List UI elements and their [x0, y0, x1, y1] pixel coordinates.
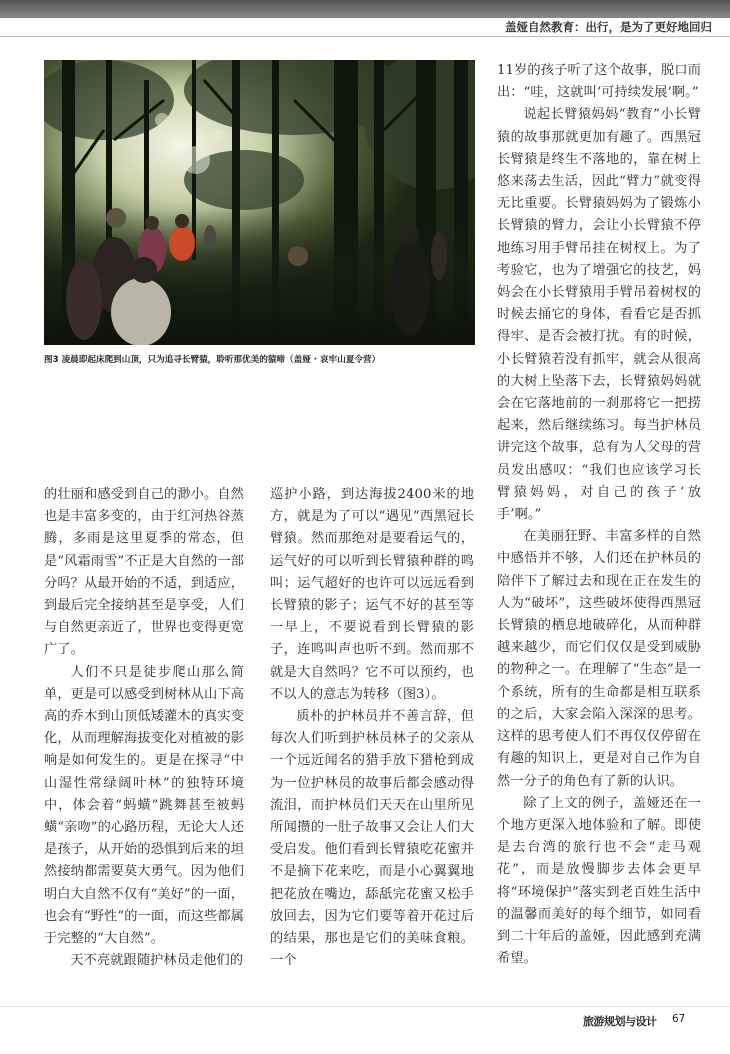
paragraph: 11岁的孩子听了这个故事，脱口而出：“哇，这就叫‘可持续发展’啊。” [497, 63, 701, 101]
magazine-name: 旅游规划与设计 [583, 1015, 657, 1028]
paragraph: 的壮丽和感受到自己的渺小。自然也是丰富多变的，由于红河热谷蒸腾，多雨是这里夏季的常态，但是“风霜雨雪”不正是大自然的一部分吗？从最开始的不适，到适应，到最后完全接纳甚至是享受，人们与自然更亲近了，世界也变得更宽广了。 [44, 487, 244, 658]
text-column-3 [497, 60, 701, 970]
page-number: 67 [672, 1013, 686, 1025]
paragraph: 在美丽狂野、丰富多样的自然中感悟并不够，人们还在护林员的陪伴下了解过去和现在正在发生的人为“破坏”，这些破坏使得西黑冠长臂猿的栖息地破碎化，从而种群越来越少，而它们仅仅是受到威胁的物种之一。在理解了“生态”是一个系统，所有的生命都是相互联系的之后，大家会陷入深深的思考。这样的思考使人们不再仅仅停留在有趣的知识上，更是对自己作为自然一分子的角色有了新的认识。 [497, 529, 701, 789]
paragraph: 天不亮就跟随护林员走他们的 [70, 953, 244, 969]
forest-photo [44, 60, 475, 345]
figure-caption: 图3 凌晨即起床爬到山顶，只为追寻长臂猿，聆听那优美的猿啼（盖娅 · 哀牢山夏令营） [44, 355, 381, 365]
paragraph: 质朴的护林员并不善言辞，但每次人们听到护林员林子的父亲从一个远近闻名的猎手放下猎枪到成为一位护林员的故事后都会感动得流泪，而护林员们天天在山里所见所闻攒的一肚子故事又会让人们大受启发。他们看到长臂猿吃花蜜并不是摘下花来吃，而是小心翼翼地把花放在嘴边，舔舐完花蜜又松手放回去，因为它们要等着开花过后的结果，那也是它们的美味食粮。一个 [270, 709, 474, 969]
paragraph: 除了上文的例子，盖娅还在一个地方更深入地体验和了解。即使是去台湾的旅行也不会“走马观花”，而是放慢脚步去体会更早将“环境保护”落实到老百姓生活中的温馨而美好的每个细节，如同看到二十年后的盖娅，因此感到充满希望。 [497, 795, 701, 967]
paragraph: 人们不只是徒步爬山那么简单，更是可以感受到树林从山下高高的乔木到山顶低矮灌木的真实变化，从而理解海拔变化对植被的影响是如何发生的。更是在探寻“中山湿性常绿阔叶林”的独特环境中，体会着“蚂蟥”跳舞甚至被蚂蟥“亲吻”的心路历程，无论大人还是孩子，从开始的恐惧到后来的坦然接纳都需要莫大勇气。因为他们明白大自然不仅有“美好”的一面，也会有“野性”的一面，而这些都属于完整的“大自然”。 [44, 664, 244, 947]
header-rule [0, 36, 730, 37]
header-band [0, 0, 730, 18]
running-header: 盖娅自然教育：出行，是为了更好地回归 [505, 20, 712, 34]
forest-photo-image [44, 60, 475, 345]
text-column-1 [44, 484, 244, 972]
paragraph: 巡护小路，到达海拔2400米的地方，就是为了可以“遇见”西黑冠长臂猿。然而那绝对是要看运气的，运气好的可以听到长臂猿种群的鸣叫；运气超好的也许可以远远看到长臂猿的影子；运气不好的甚至等一早上，不要说看到长臂猿的影子，连鸣叫声也听不到。然而那不就是大自然吗？它不可以预约，也不以人的意志为转移（图3）。 [270, 487, 474, 702]
footer-rule [0, 1006, 730, 1007]
paragraph: 说起长臂猿妈妈“教育”小长臂猿的故事那就更加有趣了。西黑冠长臂猿是终生不落地的，靠在树上悠来荡去生活，因此“臂力”就变得无比重要。长臂猿妈妈为了锻炼小长臂猿的臂力，会让小长臂猿不停地练习用手臂吊挂在树杈上。为了考验它，也为了增强它的技艺，妈妈会在小长臂猿用手臂吊着树杈的时候去捅它的身体，看看它是否抓得牢、是否会被打扰。有的时候，小长臂猿若没有抓牢，就会从很高的大树上坠落下去，长臂猿妈妈就会在它落地前的一刹那将它一把捞起来，然后继续练习。每当护林员讲完这个故事，总有为人父母的营员发出感叹：“我们也应该学习长臂猿妈妈，对自己的孩子‘放手’啊。” [497, 107, 701, 523]
text-column-2 [270, 484, 474, 972]
